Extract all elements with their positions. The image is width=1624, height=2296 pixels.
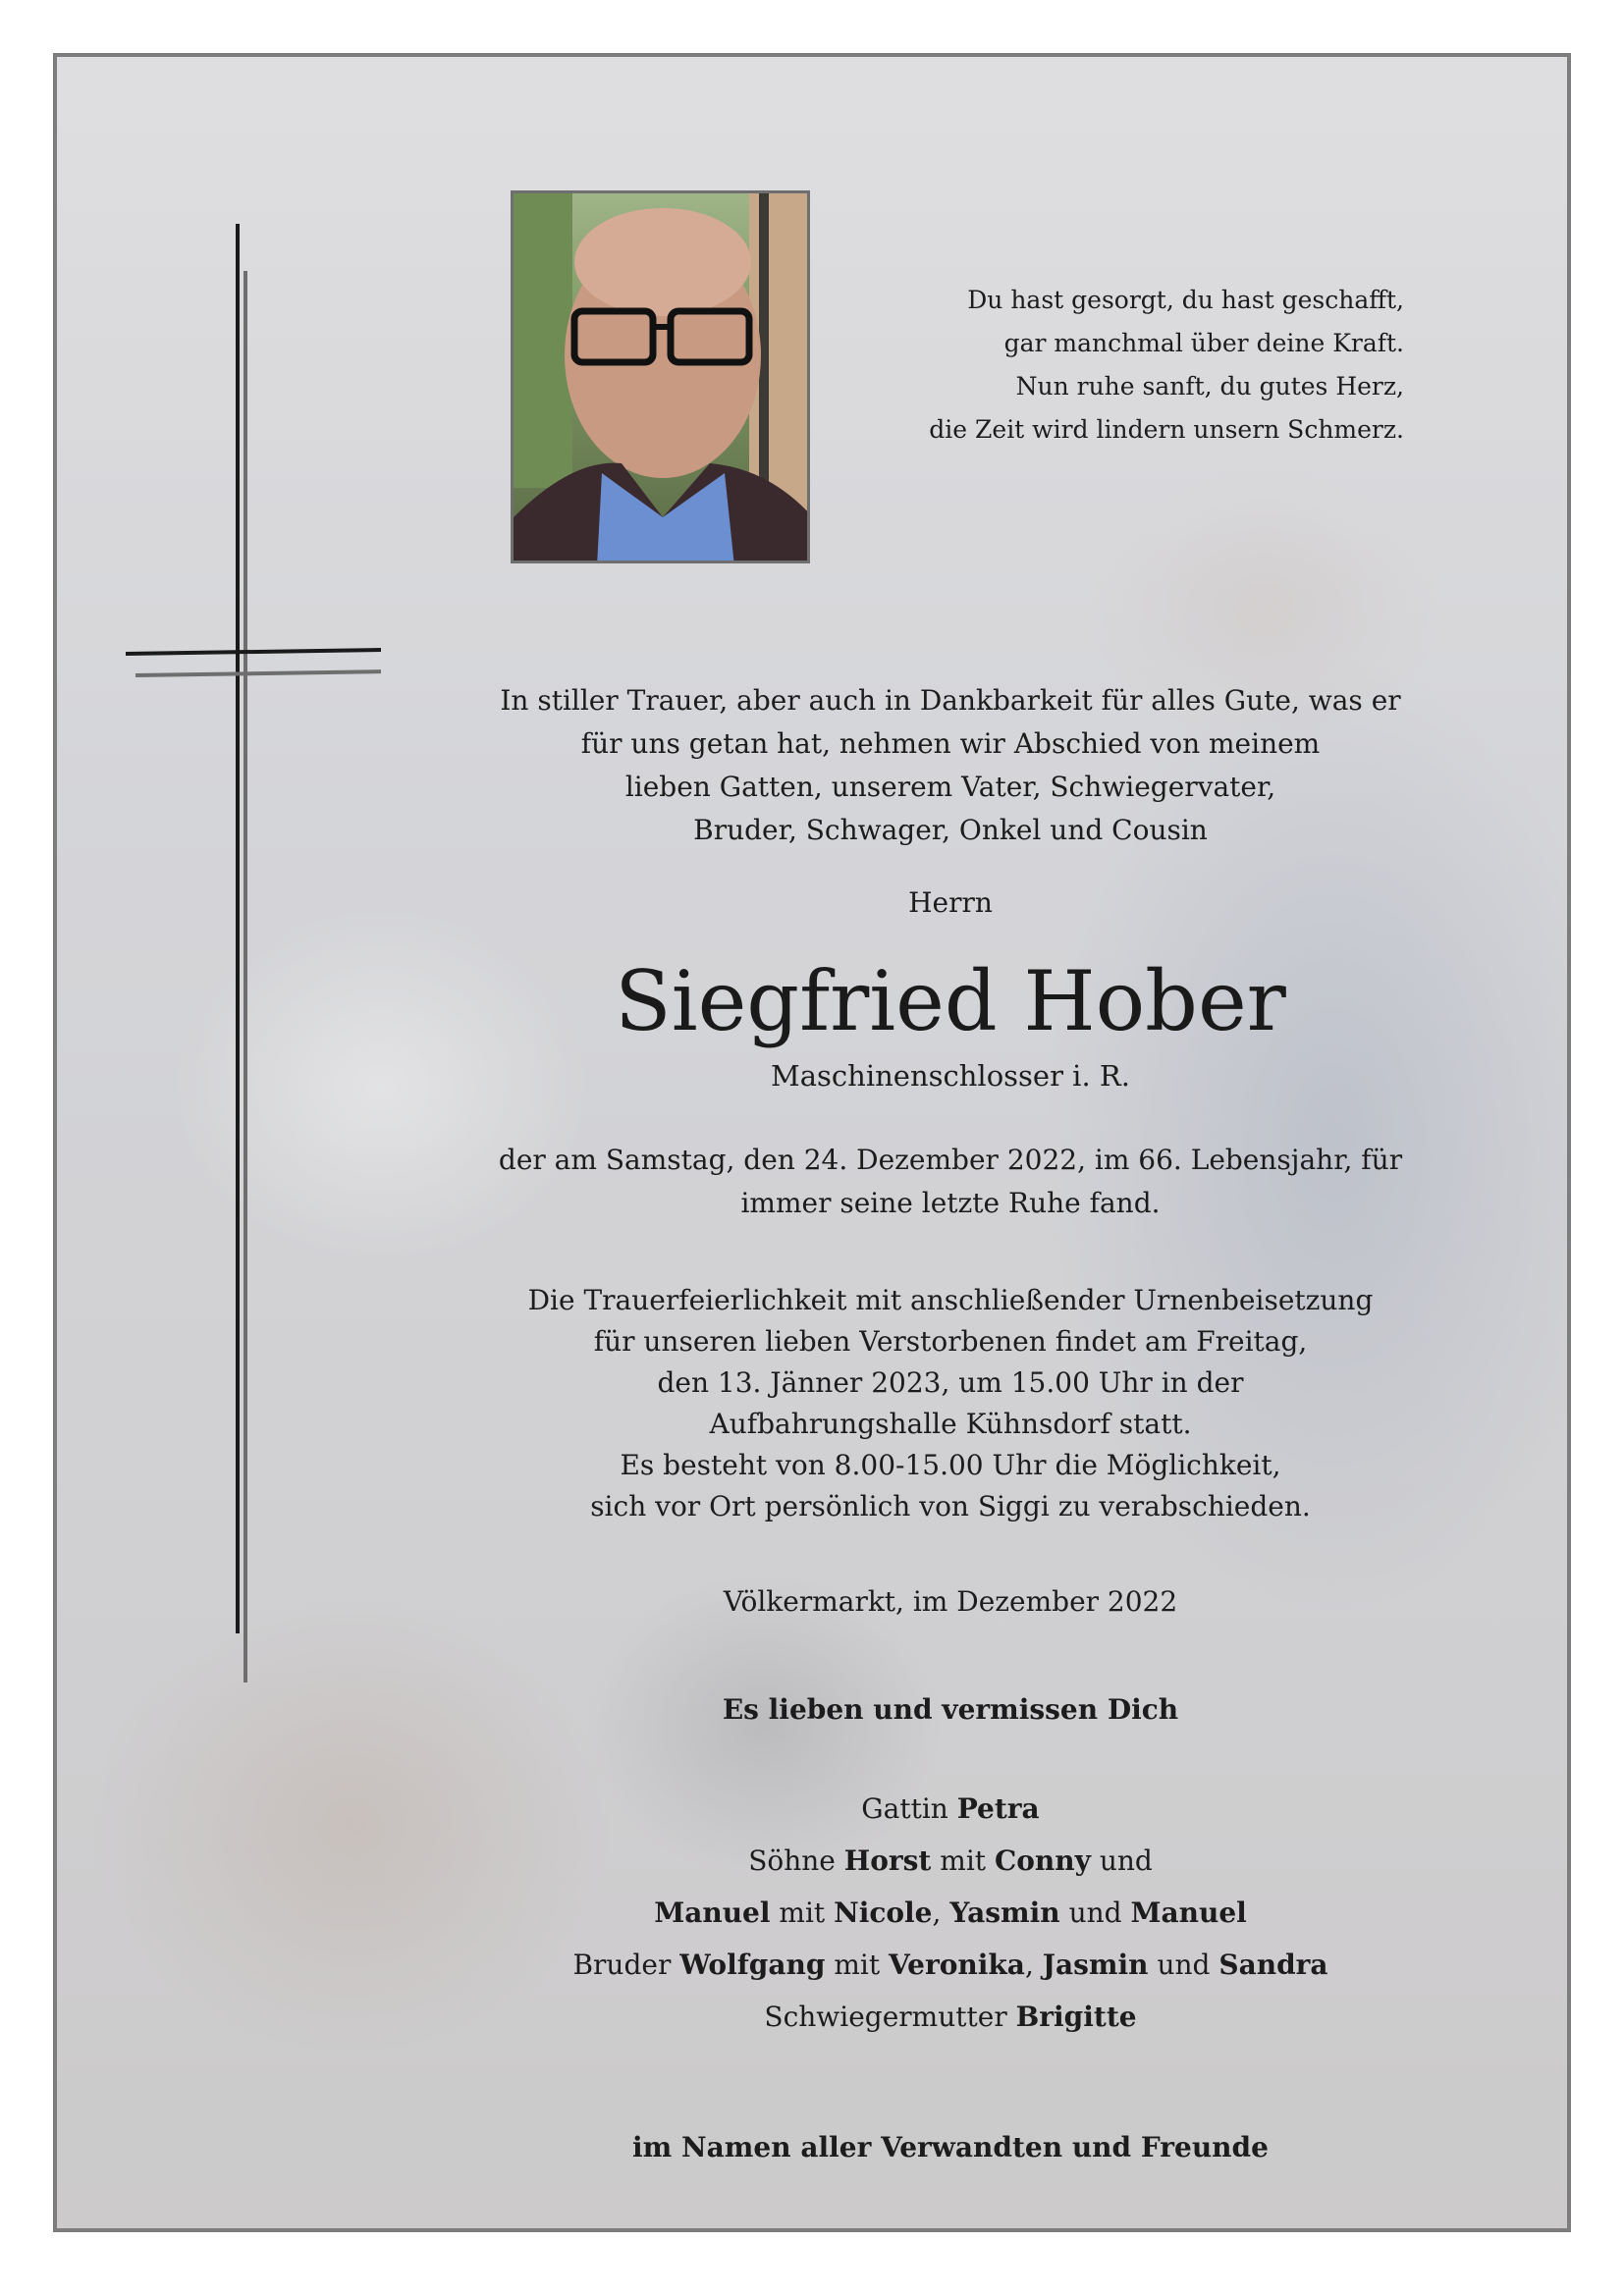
connector: mit bbox=[834, 1949, 881, 1981]
mourners-heading bbox=[469, 1688, 1432, 1732]
son-name: Horst bbox=[843, 1844, 932, 1877]
wife-name: Petra bbox=[956, 1792, 1040, 1825]
intro-text bbox=[469, 679, 1432, 852]
mother-in-law-name: Brigitte bbox=[1015, 2001, 1137, 2033]
family-line-mother-in-law bbox=[469, 1991, 1432, 2043]
family-line-son2: Manuel mit Nicole, Yasmin und Manuel bbox=[654, 1896, 1247, 1929]
brother-name: Wolfgang bbox=[679, 1949, 826, 1981]
cross-icon bbox=[126, 224, 381, 1755]
poem-line: Du hast gesorgt, du hast geschafft, bbox=[967, 286, 1404, 314]
family-line-wife bbox=[469, 1783, 1432, 1835]
poem bbox=[854, 279, 1404, 452]
connector: und bbox=[1068, 1896, 1122, 1929]
family-list bbox=[469, 1783, 1432, 2043]
connector: und bbox=[1157, 1949, 1211, 1981]
intro-line: für uns getan hat, nehmen wir Abschied von meinem bbox=[580, 727, 1321, 760]
partner-name: Conny bbox=[994, 1844, 1091, 1877]
poem-line: Nun ruhe sanft, du gutes Herz, bbox=[1015, 372, 1404, 400]
grandchild-name: Yasmin bbox=[949, 1896, 1060, 1929]
mourners-heading-text: Es lieben und vermissen Dich bbox=[722, 1693, 1179, 1726]
intro-line: Bruder, Schwager, Onkel und Cousin bbox=[693, 814, 1208, 846]
sons-label: Söhne bbox=[748, 1844, 836, 1877]
relative-name: Jasmin bbox=[1042, 1949, 1149, 1981]
brother-label: Bruder bbox=[572, 1949, 672, 1981]
portrait-photo bbox=[511, 190, 810, 563]
partner-name: Nicole bbox=[834, 1896, 933, 1929]
portrait-illustration bbox=[514, 193, 810, 563]
connector: und bbox=[1099, 1844, 1153, 1877]
ceremony-text bbox=[469, 1280, 1432, 1527]
profession: Maschinenschlosser i. R. bbox=[771, 1059, 1130, 1093]
death-notice-line: immer seine letzte Ruhe fand. bbox=[740, 1187, 1161, 1219]
wife-label: Gattin bbox=[861, 1792, 948, 1825]
salutation: Herrn bbox=[908, 886, 993, 919]
death-notice bbox=[469, 1139, 1432, 1225]
connector: mit bbox=[779, 1896, 826, 1929]
relative-name: Sandra bbox=[1218, 1949, 1328, 1981]
deceased-name: Siegfried Hober bbox=[615, 953, 1286, 1049]
intro-line: In stiller Trauer, aber auch in Dankbarkeit für alles Gute, was er bbox=[500, 684, 1401, 717]
relative-name: Veronika bbox=[889, 1949, 1025, 1981]
grandchild-name: Manuel bbox=[1130, 1896, 1247, 1929]
intro-line: lieben Gatten, unserem Vater, Schwiegervater, bbox=[624, 771, 1276, 803]
notice-frame bbox=[53, 53, 1571, 2232]
family-line-brother: Bruder Wolfgang mit Veronika, Jasmin und Sandra bbox=[572, 1949, 1328, 1981]
ceremony-line: den 13. Jänner 2023, um 15.00 Uhr in der bbox=[657, 1366, 1244, 1399]
family-line-sons bbox=[469, 1835, 1432, 1887]
ceremony-line: Die Trauerfeierlichkeit mit anschließender Urnenbeisetzung bbox=[527, 1284, 1374, 1316]
ceremony-line: Aufbahrungshalle Kühnsdorf statt. bbox=[709, 1408, 1192, 1440]
closing-text: im Namen aller Verwandten und Freunde bbox=[632, 2131, 1269, 2163]
closing bbox=[469, 2126, 1432, 2169]
place-date: Völkermarkt, im Dezember 2022 bbox=[723, 1585, 1178, 1618]
poem-line: gar manchmal über deine Kraft. bbox=[1003, 329, 1404, 357]
son-name: Manuel bbox=[654, 1896, 771, 1929]
ceremony-line: Es besteht von 8.00-15.00 Uhr die Möglichkeit, bbox=[620, 1449, 1281, 1481]
ceremony-line: sich vor Ort persönlich von Siggi zu verabschieden. bbox=[590, 1490, 1311, 1522]
connector: mit bbox=[940, 1844, 987, 1877]
mother-in-law-label: Schwiegermutter bbox=[764, 2001, 1007, 2033]
death-notice-line: der am Samstag, den 24. Dezember 2022, im 66. Lebensjahr, für bbox=[498, 1144, 1403, 1176]
poem-line: die Zeit wird lindern unsern Schmerz. bbox=[929, 415, 1404, 444]
ceremony-line: für unseren lieben Verstorbenen findet am Freitag, bbox=[593, 1325, 1308, 1358]
